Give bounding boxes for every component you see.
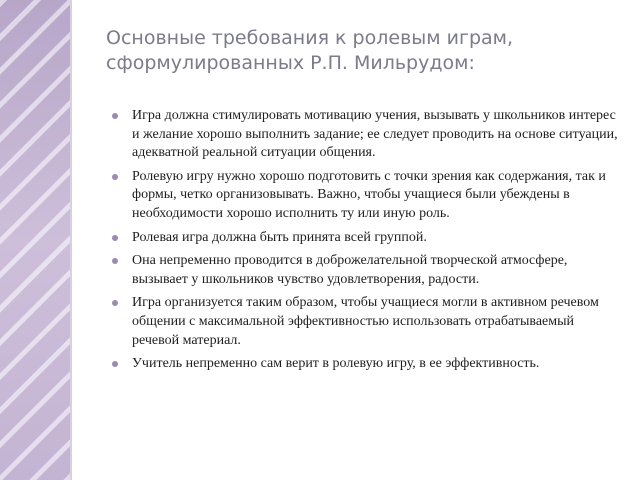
list-item	[112, 355, 622, 374]
title-line: сформулированных Р.П. Мильрудом:	[106, 52, 475, 74]
bullet-dot-icon	[112, 113, 118, 119]
title-line: Основные требования к ролевым играм,	[106, 27, 514, 49]
side-panel-divider	[70, 0, 72, 480]
bullet-dot-icon	[112, 258, 118, 264]
decorative-side-panel	[0, 0, 70, 480]
list-item-text: Учитель непременно сам верит в ролевую игру, в ее эффективность.	[132, 356, 540, 372]
list-item	[112, 229, 622, 248]
bullet-dot-icon	[112, 235, 118, 241]
list-item-text: Ролевая игра должна быть принята всей группой.	[132, 229, 427, 245]
bullet-dot-icon	[112, 300, 118, 306]
bullet-dot-icon	[112, 174, 118, 180]
bullet-dot-icon	[112, 361, 118, 367]
list-item-text: Игра организуется таким образом, чтобы учащиеся могли в активном речевом общении с максимальной эффективностью использовать отрабатываемый речевой материал.	[132, 295, 599, 348]
requirements-list	[112, 107, 622, 379]
list-item-text: Игра должна стимулировать мотивацию учения, вызывать у школьников интерес и желание хорошо выполнить задание; ее следует проводить на основе ситуации, адекватной реальной ситуации общения.	[132, 108, 618, 161]
list-item	[112, 168, 622, 224]
list-item	[112, 252, 622, 289]
list-item	[112, 294, 622, 350]
list-item-text: Ролевую игру нужно хорошо подготовить с точки зрения как содержания, так и формы, четко организовывать. Важно, чтобы учащиеся были убеждены в необходимости хорошо исполнить ту или иную роль.	[132, 168, 606, 221]
list-item-text: Она непременно проводится в доброжелательной творческой атмосфере, вызывает у школьников чувство удовлетворения, радости.	[132, 253, 568, 287]
slide-title	[106, 26, 606, 76]
list-item	[112, 107, 622, 163]
